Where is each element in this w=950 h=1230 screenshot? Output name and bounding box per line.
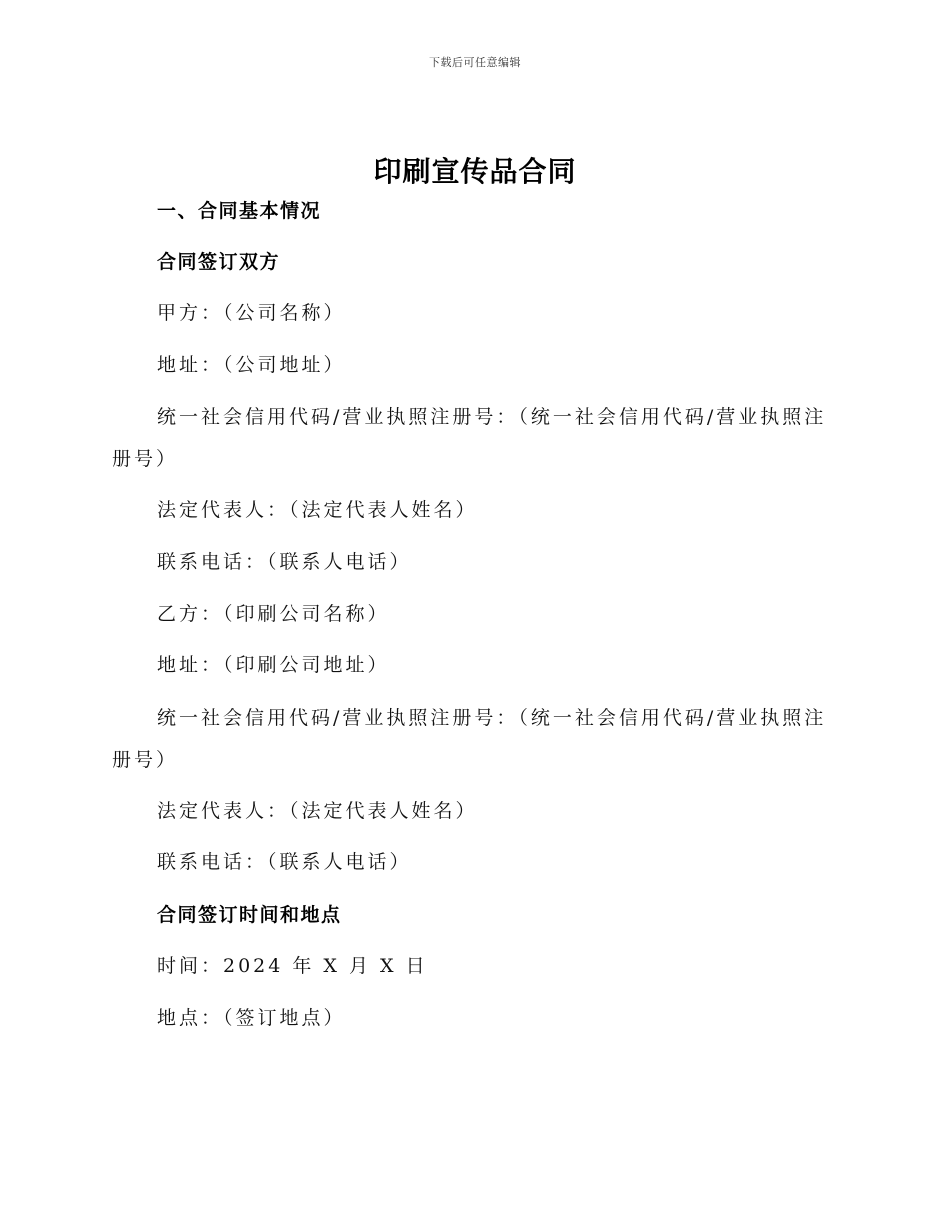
- time-place-heading: 合同签订时间和地点: [157, 904, 342, 926]
- party-a-credit-code: 统一社会信用代码/营业执照注册号：（统一社会信用代码/营业执照注册号）: [112, 406, 827, 470]
- page-header-note: 下载后可任意编辑: [429, 56, 521, 69]
- party-b-legal-rep: 法定代表人：（法定代表人姓名）: [157, 800, 478, 822]
- party-b-name: 乙方：（印刷公司名称）: [157, 603, 390, 625]
- document-title: 印刷宣传品合同: [373, 155, 577, 188]
- section-heading-basic-info: 一、合同基本情况: [157, 200, 322, 222]
- signing-place: 地点：（签订地点）: [157, 1007, 346, 1029]
- party-b-phone: 联系电话：（联系人电话）: [157, 851, 412, 873]
- signing-time: 时间：2024 年 X 月 X 日: [157, 955, 428, 977]
- party-b-credit-code: 统一社会信用代码/营业执照注册号：（统一社会信用代码/营业执照注册号）: [112, 707, 827, 771]
- party-a-name: 甲方：（公司名称）: [157, 302, 346, 324]
- party-a-phone: 联系电话：（联系人电话）: [157, 551, 412, 573]
- party-a-legal-rep: 法定代表人：（法定代表人姓名）: [157, 499, 478, 521]
- party-a-address: 地址：（公司地址）: [157, 354, 346, 376]
- party-b-address: 地址：（印刷公司地址）: [157, 654, 390, 676]
- parties-heading: 合同签订双方: [157, 251, 281, 273]
